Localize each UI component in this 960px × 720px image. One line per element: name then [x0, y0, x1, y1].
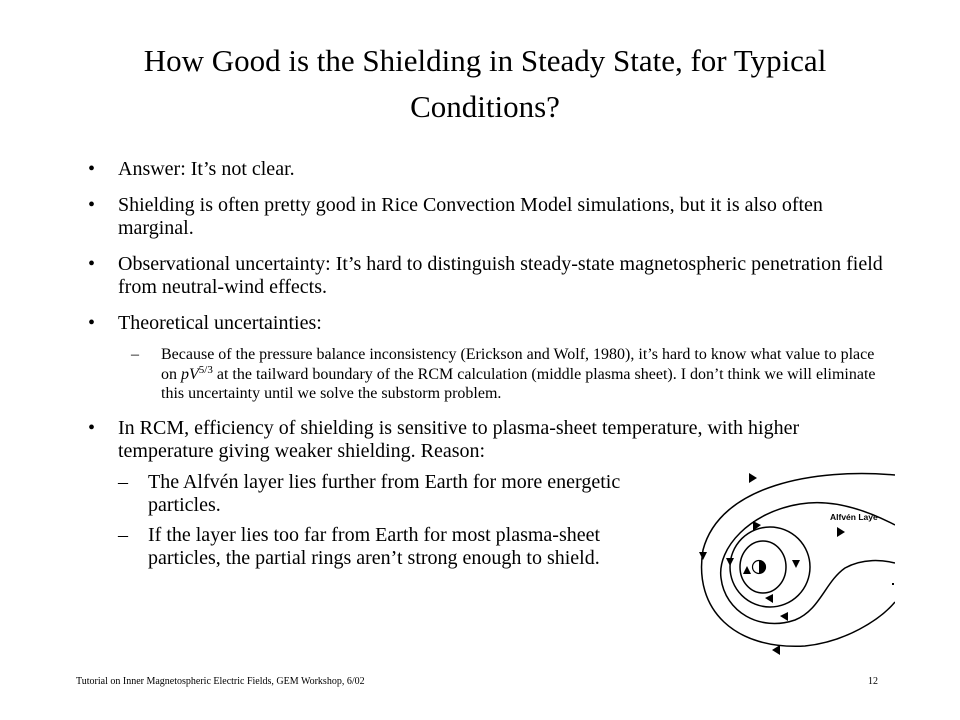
flow-arrow-1	[749, 473, 757, 483]
alfven-layer-diagram	[695, 470, 895, 660]
bullet-answer: • Answer: It’s not clear.	[88, 158, 888, 181]
flow-arrow-7	[772, 645, 780, 655]
sub-list-theoretical	[118, 345, 888, 404]
bullet-observational: • Observational uncertainty: It’s hard to distinguish steady-state magnetospheric penetration field from neutral-wind effects.	[88, 253, 888, 299]
footer-text: Tutorial on Inner Magnetospheric Electric Fields, GEM Workshop, 6/02	[76, 676, 365, 687]
flow-loop-inner-2	[730, 527, 810, 607]
flow-arrow-4	[726, 558, 734, 566]
sub-text-part1: Because of the pressure balance inconsistency (Erickson and Wolf, 1980), it’s hard to know what value to place on	[161, 346, 875, 383]
flow-arrow-9	[765, 594, 773, 603]
page-number: 12	[868, 676, 878, 687]
bullet-shielding: • Shielding is often pretty good in Rice Convection Model simulations, but it is also often marginal.	[88, 194, 888, 240]
alfven-layer-label: Alfvén Laye	[830, 512, 878, 522]
sub-list-reason	[118, 471, 628, 570]
sub-bullet-pressure-balance	[118, 345, 888, 404]
flow-arrow-8	[780, 612, 788, 621]
flow-arrow-6	[743, 566, 751, 574]
bullet-theoretical-text: Theoretical uncertainties:	[118, 312, 322, 334]
slide-title: How Good is the Shielding in Steady State, for Typical Conditions?	[143, 43, 827, 124]
flow-arrow-5	[792, 560, 800, 568]
sub-bullet-alfven-layer: – The Alfvén layer lies further from Earth for more energetic particles.	[118, 471, 628, 517]
sub-bullet-partial-rings: – If the layer lies too far from Earth for most plasma-sheet particles, the partial rings aren’t strong enough to shield.	[118, 524, 628, 570]
pv-symbol: pV	[181, 365, 199, 383]
sub-text-part2: at the tailward boundary of the RCM calculation (middle plasma sheet). I don’t think we will eliminate this uncertainty until we solve the substorm problem.	[161, 365, 876, 402]
bullet-theoretical	[88, 312, 888, 404]
flow-arrow-10	[837, 527, 845, 537]
flow-arrow-3	[699, 552, 707, 560]
pv-exponent: 5/3	[198, 363, 213, 376]
earth-night-side	[759, 561, 766, 574]
tail-tick	[892, 583, 894, 585]
alfven-layer-figure	[695, 470, 895, 660]
bullet-rcm-text: In RCM, efficiency of shielding is sensitive to plasma-sheet temperature, with higher temperature giving weaker shielding. Reason:	[118, 416, 800, 462]
